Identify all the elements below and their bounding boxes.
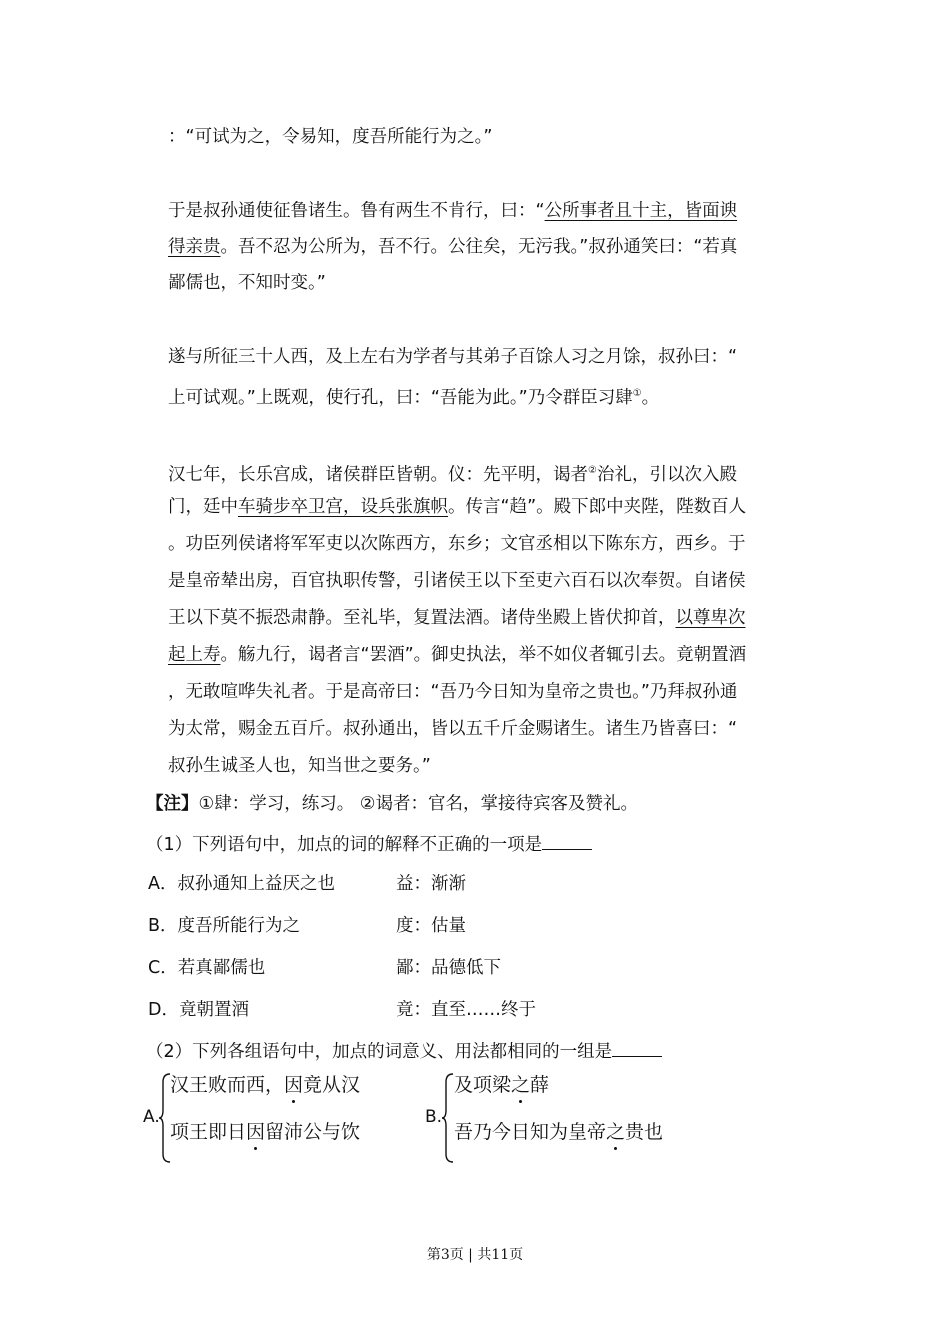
group-b-line-1 [454, 1072, 549, 1098]
text: 项王即日 [170, 1121, 247, 1143]
question-2-stem [146, 1038, 662, 1065]
passage-line [168, 344, 737, 370]
option-letter: A． [148, 874, 178, 894]
passage-line [168, 568, 746, 594]
option-sentence: 叔孙通知上益厌之也 [177, 874, 335, 894]
text: 。功臣列侯诸将军军吏以次陈西方，东乡；文官丞相以下陈东方，西乡。于 [168, 534, 746, 554]
option-gloss: 竟：直至……终于 [396, 1000, 536, 1020]
passage-line [168, 458, 737, 488]
passage-line [168, 381, 659, 411]
option-gloss: 鄙：品德低下 [396, 958, 501, 978]
passage-line [168, 679, 737, 705]
answer-blank[interactable] [612, 1038, 662, 1057]
group-a-line-2 [170, 1119, 360, 1145]
text: ，无敢喧哗失礼者。于是高帝曰：“吾乃今日知为皇帝之贵也。”乃拜叔孙通 [168, 682, 738, 702]
passage-line [168, 716, 737, 742]
group-label: A. [143, 1107, 160, 1127]
option-sentence: 竟朝置酒 [178, 1000, 249, 1020]
text: 。吾不忍为公所为，吾不行。公往矣，无污我。”叔孙通笑曰：“若真 [220, 237, 738, 257]
option-a [148, 871, 466, 897]
option-sentence: 若真鄙儒也 [177, 958, 266, 978]
text: 汉七年，长乐宫成，诸侯群臣皆朝。仪：先平明，谒者 [168, 464, 588, 485]
passage-line [168, 124, 492, 150]
text: 治礼，引以次入殿 [596, 464, 737, 485]
brace-icon [441, 1072, 455, 1164]
text: 门，廷中 [168, 497, 238, 517]
text: 叔孙生诚圣人也，知当世之要务。” [168, 756, 431, 776]
text: 是皇帝辇出房，百官执职传警，引诸侯王以下至吏六百石以次奉贺。自诸侯 [168, 571, 746, 591]
answer-blank[interactable] [542, 831, 592, 850]
group-label: B. [425, 1107, 443, 1127]
annotation-note [146, 791, 638, 817]
question-text: （1）下列语句中，加点的词的解释不正确的一项是 [146, 835, 543, 855]
passage-line [168, 270, 326, 296]
text: 鄙儒也，不知时变。” [168, 273, 326, 293]
footnote-marker: ① [632, 388, 642, 399]
group-a-line-1 [170, 1072, 360, 1098]
text: 薛 [530, 1074, 550, 1096]
text: 竟从汉 [303, 1074, 361, 1096]
option-gloss: 度：估量 [396, 916, 466, 936]
group-b-line-2 [454, 1119, 663, 1145]
passage-line [168, 198, 737, 224]
text: 。传言“趋”。殿下郎中夹陛，陛数百人 [448, 497, 747, 517]
dotted-word: 因 [284, 1074, 304, 1096]
text: 王以下莫不振恐肃静。至礼毕，复置法酒。诸侍坐殿上皆伏抑首， [168, 608, 676, 628]
text: 汉王败而西， [170, 1074, 285, 1096]
option-b [148, 913, 466, 939]
underlined-text: 起上寿 [168, 645, 221, 665]
text: 为太常，赐金五百斤。叔孙通出，皆以五千斤金赐诸生。诸生乃皆喜曰：“ [168, 719, 738, 739]
passage-line [168, 753, 431, 779]
passage-line [168, 642, 746, 668]
text: 留沛公与饮 [265, 1121, 361, 1143]
text: 于是叔孙通使征鲁诸生。鲁有两生不肯行，曰：“ [168, 201, 545, 221]
text: 及项梁 [454, 1074, 512, 1096]
underlined-text: 以尊卑次 [675, 608, 746, 628]
footnote-marker: ② [588, 465, 597, 476]
passage-line [168, 531, 746, 557]
option-letter: D． [148, 1000, 179, 1020]
question-text: （2）下列各组语句中，加点的词意义、用法都相同的一组是 [146, 1042, 613, 1062]
option-sentence: 度吾所能行为之 [177, 916, 301, 936]
text: ：“可试为之，令易知，度吾所能行为之。” [168, 127, 493, 147]
option-d [148, 997, 536, 1023]
passage-line [168, 494, 746, 520]
passage-line [168, 234, 737, 260]
dotted-word: 之 [511, 1074, 531, 1096]
page-footer [0, 1244, 950, 1264]
option-letter: C． [148, 958, 178, 978]
passage-line [168, 605, 746, 631]
note-label: 【注】 [146, 794, 199, 814]
option-letter: B． [148, 916, 178, 936]
option-c [148, 955, 501, 981]
dotted-word: 因 [246, 1121, 266, 1143]
text: 遂与所征三十人西，及上左右为学者与其弟子百馀人习之月馀，叔孙曰：“ [168, 347, 738, 367]
question-1-stem [146, 831, 592, 858]
underlined-text: 公所事者且十主，皆面谀 [544, 201, 738, 221]
option-gloss: 益：渐渐 [396, 874, 466, 894]
underlined-text: 得亲贵 [168, 237, 221, 257]
text: 。觞九行，谒者言“罢酒”。御史执法，举不如仪者辄引去。竟朝置酒 [220, 645, 747, 665]
text: 。 [641, 387, 660, 408]
text: 贵也 [625, 1121, 664, 1143]
note-text: ①肆：学习，练习。 ②谒者：官名，掌接待宾客及赞礼。 [198, 794, 638, 814]
underlined-text: 车骑步卒卫宫，设兵张旗帜 [238, 497, 448, 517]
dotted-word: 之 [606, 1121, 626, 1143]
text: 吾乃今日知为皇帝 [454, 1121, 607, 1143]
text: 上可试观。”上既观，使行孔，曰：“吾能为此。”乃令群臣习肆 [168, 387, 633, 408]
page-number: 第3页 | 共11页 [426, 1247, 524, 1263]
